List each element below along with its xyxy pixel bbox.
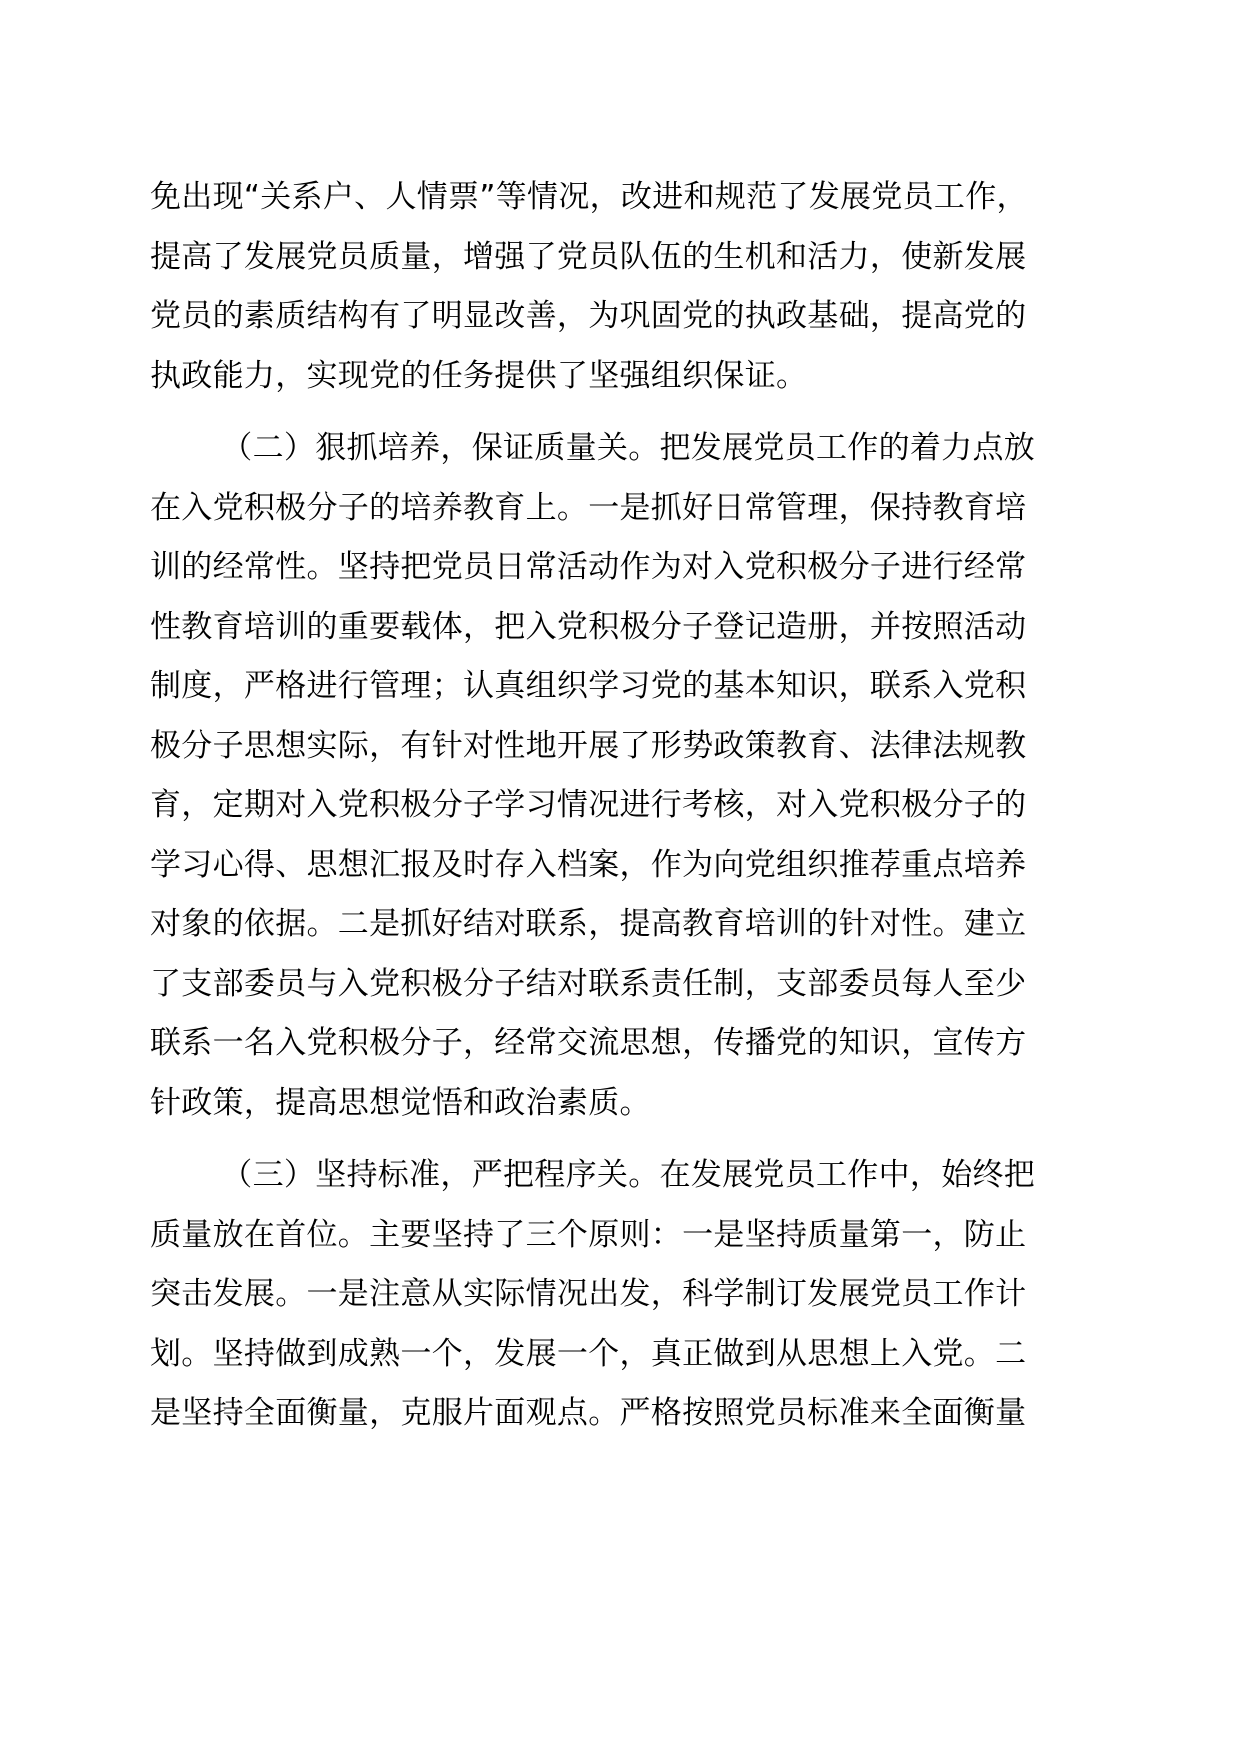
document-page xyxy=(150,168,1090,1457)
paragraph-section-3 xyxy=(150,1146,1090,1444)
text-line: 训的经常性。坚持把党员日常活动作为对入党积极分子进行经常 xyxy=(150,549,1027,585)
paragraph-section-2 xyxy=(150,419,1090,1133)
text-line: 学习心得、思想汇报及时存入档案，作为向党组织推荐重点培养 xyxy=(150,846,1027,883)
text-line: 质量放在首位。主要坚持了三个原则：一是坚持质量第一，防止 xyxy=(150,1216,1027,1253)
text-line: 联系一名入党积极分子，经常交流思想，传播党的知识，宣传方 xyxy=(150,1025,1027,1061)
text-line: 在入党积极分子的培养教育上。一是抓好日常管理，保持教育培 xyxy=(150,489,1027,526)
text-line: 划。坚持做到成熟一个，发展一个，真正做到从思想上入党。二 xyxy=(150,1335,1027,1372)
text-line: 提高了发展党员质量，增强了党员队伍的生机和活力，使新发展 xyxy=(150,238,1027,275)
paragraph-continuation xyxy=(150,168,1090,406)
text-line: 制度，严格进行管理；认真组织学习党的基本知识，联系入党积 xyxy=(150,668,1027,704)
text-line: 极分子思想实际，有针对性地开展了形势政策教育、法律法规教 xyxy=(150,727,1027,764)
text-line: 对象的依据。二是抓好结对联系，提高教育培训的针对性。建立 xyxy=(150,906,1027,942)
text-line: 突击发展。一是注意从实际情况出发，科学制订发展党员工作计 xyxy=(150,1276,1027,1312)
text-line: （三）坚持标准，严把程序关。在发展党员工作中，始终把 xyxy=(221,1157,1036,1193)
text-line: 是坚持全面衡量，克服片面观点。严格按照党员标准来全面衡量 xyxy=(150,1395,1027,1431)
text-line: 免出现“关系户、人情票”等情况，改进和规范了发展党员工作， xyxy=(150,179,1028,215)
text-line: 针政策，提高思想觉悟和政治素质。 xyxy=(150,1084,651,1121)
text-line: （二）狠抓培养，保证质量关。把发展党员工作的着力点放 xyxy=(221,430,1036,466)
text-line: 执政能力，实现党的任务提供了坚强组织保证。 xyxy=(150,357,808,394)
text-line: 育，定期对入党积极分子学习情况进行考核，对入党积极分子的 xyxy=(150,787,1027,823)
text-line: 了支部委员与入党积极分子结对联系责任制，支部委员每人至少 xyxy=(150,965,1027,1002)
text-line: 党员的素质结构有了明显改善，为巩固党的执政基础，提高党的 xyxy=(150,298,1027,334)
text-line: 性教育培训的重要载体，把入党积极分子登记造册，并按照活动 xyxy=(150,608,1027,645)
